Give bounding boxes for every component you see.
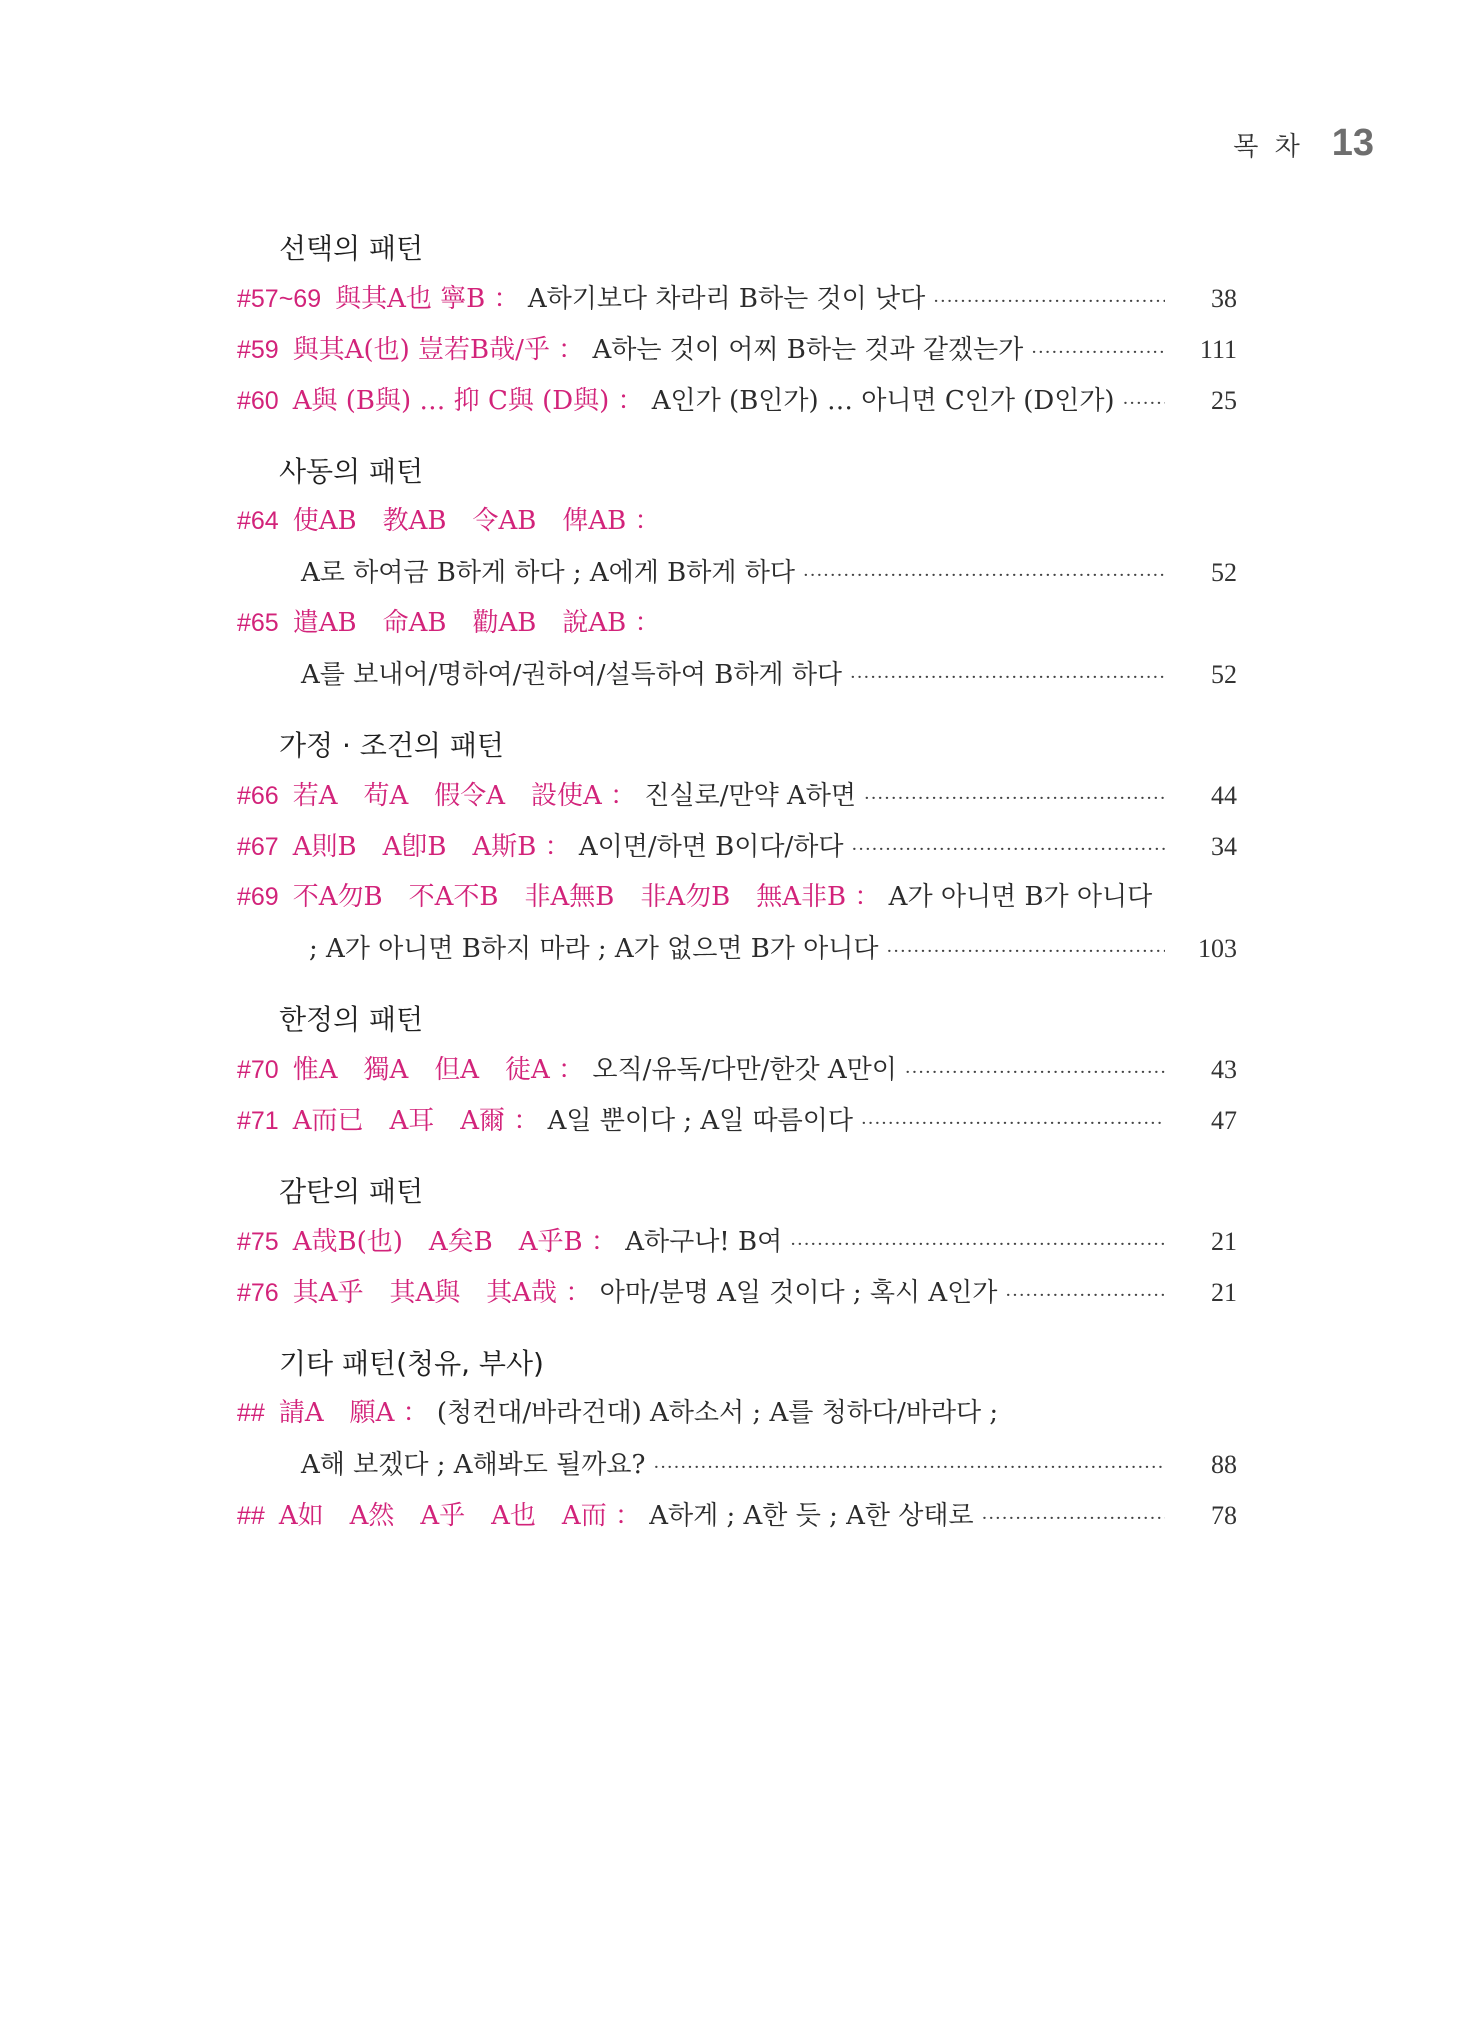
- toc-section: [237, 1168, 1237, 1318]
- entry-patterns: 不A勿B 不A不B 非A無B 非A勿B 無A非B: [292, 882, 847, 912]
- entry-patterns: 與其A也 寧B: [335, 284, 486, 314]
- toc-entry-continuation[interactable]: [237, 547, 1237, 598]
- entry-page: 47: [1211, 1106, 1237, 1135]
- entry-number: #75: [237, 1228, 279, 1256]
- entry-number: #76: [237, 1279, 279, 1307]
- toc-entry[interactable]: #57~69 與其A也 寧B ： A하기보다 차라리 B하는 것이 낫다 ····· 38: [237, 273, 1237, 324]
- entry-meaning-continued: ; A가 아니면 B하지 마라 ; A가 없으면 B가 아니다: [309, 934, 879, 964]
- toc-entry-continuation[interactable]: [237, 649, 1237, 700]
- toc-entry[interactable]: #67 A則B A卽B A斯B ： A이면/하면 B이다/하다 ····· 34: [237, 821, 1237, 872]
- section-title: 가정 · 조건의 패턴: [279, 729, 504, 762]
- section-title: 사동의 패턴: [279, 455, 424, 488]
- entry-patterns: A如 A然 A乎 A也 A而: [278, 1501, 607, 1531]
- entry-patterns: 使AB 教AB 令AB 俾AB: [292, 506, 627, 536]
- entry-meaning: A이면/하면 B이다/하다: [578, 832, 844, 862]
- entry-patterns: 遣AB 命AB 勸AB 說AB: [292, 608, 627, 638]
- entry-number: #57~69: [237, 285, 322, 313]
- toc-entry[interactable]: ## A如 A然 A乎 A也 A而 ： A하게 ; A한 듯 ; A한 상태로 ····· 78: [237, 1490, 1237, 1541]
- entry-page: 44: [1211, 781, 1237, 810]
- toc-entry[interactable]: #76 其A乎 其A與 其A哉 ： 아마/분명 A일 것이다 ; 혹시 A인가 ····· 21: [237, 1267, 1237, 1318]
- entry-page: 103: [1198, 934, 1237, 963]
- page-number: 13: [1331, 122, 1374, 164]
- entry-patterns: A哉B(也) A矣B A乎B: [292, 1227, 583, 1257]
- dot-leader: [861, 1098, 1165, 1149]
- entry-page: 43: [1211, 1055, 1237, 1084]
- dot-leader: [933, 276, 1165, 327]
- entry-page: 34: [1211, 832, 1237, 861]
- section-title: 감탄의 패턴: [279, 1175, 424, 1208]
- entry-patterns: 與其A(也) 豈若B哉/乎: [292, 335, 550, 365]
- toc-entry-continuation[interactable]: [237, 923, 1237, 974]
- entry-number: #65: [237, 609, 279, 637]
- entry-meaning: 오직/유독/다만/한갓 A만이: [592, 1055, 897, 1085]
- dot-leader: [803, 550, 1165, 601]
- entry-meaning: (청컨대/바라건대) A하소서 ; A를 청하다/바라다 ;: [436, 1398, 999, 1428]
- entry-page: 52: [1211, 558, 1237, 587]
- entry-meaning-continued: A해 보겠다 ; A해봐도 될까요?: [301, 1450, 646, 1480]
- toc-entry-head[interactable]: #64 使AB 教AB 令AB 俾AB ：: [237, 506, 661, 536]
- entry-number: #69: [237, 883, 279, 911]
- entry-number: #70: [237, 1056, 279, 1084]
- dot-leader: [864, 773, 1165, 824]
- entry-patterns: A則B A卽B A斯B: [292, 832, 537, 862]
- table-of-contents: [237, 225, 1237, 1563]
- entry-page: 52: [1211, 660, 1237, 689]
- toc-entry-head[interactable]: #69 不A勿B 不A不B 非A無B 非A勿B 無A非B ： A가 아니면 B가 아니다: [237, 882, 1153, 912]
- toc-entry[interactable]: #75 A哉B(也) A矣B A乎B ： A하구나! B여 ····· 21: [237, 1216, 1237, 1267]
- entry-meaning: A가 아니면 B가 아니다: [888, 882, 1153, 912]
- toc-entry-continuation[interactable]: [237, 1439, 1237, 1490]
- section-title: 선택의 패턴: [279, 232, 424, 265]
- dot-leader: [887, 926, 1165, 977]
- entry-page: 21: [1211, 1278, 1237, 1307]
- entry-meaning: A하기보다 차라리 B하는 것이 낫다: [527, 284, 926, 314]
- entry-page: 78: [1211, 1501, 1237, 1530]
- toc-section: [237, 722, 1237, 974]
- entry-number: ##: [237, 1399, 265, 1427]
- entry-page: 21: [1211, 1227, 1237, 1256]
- dot-leader: [1031, 327, 1165, 378]
- entry-number: #60: [237, 387, 279, 415]
- toc-entry[interactable]: #59 與其A(也) 豈若B哉/乎 ： A하는 것이 어찌 B하는 것과 같겠는가 ····· 111: [237, 324, 1237, 375]
- entry-meaning: 진실로/만약 A하면: [644, 781, 856, 811]
- entry-patterns: A而已 A耳 A爾: [292, 1106, 506, 1136]
- entry-page: 25: [1211, 386, 1237, 415]
- dot-leader: [905, 1047, 1165, 1098]
- toc-section: [237, 225, 1237, 426]
- dot-leader: [1005, 1270, 1165, 1321]
- entry-meaning: A를 보내어/명하여/권하여/설득하여 B하게 하다: [301, 660, 843, 690]
- entry-number: #64: [237, 507, 279, 535]
- page-header: [1233, 122, 1374, 165]
- entry-patterns: 其A乎 其A與 其A哉: [292, 1278, 558, 1308]
- dot-leader: [790, 1219, 1165, 1270]
- entry-patterns: A與 (B與) … 抑 C與 (D與): [292, 386, 610, 416]
- toc-section: [237, 448, 1237, 700]
- entry-meaning: A하는 것이 어찌 B하는 것과 같겠는가: [592, 335, 1024, 365]
- toc-entry[interactable]: #66 若A 苟A 假令A 設使A ： 진실로/만약 A하면 ····· 44: [237, 770, 1237, 821]
- entry-patterns: 請A 願A: [278, 1398, 395, 1428]
- dot-leader: [852, 824, 1165, 875]
- toc-section: [237, 996, 1237, 1146]
- toc-entry[interactable]: #71 A而已 A耳 A爾 ： A일 뿐이다 ; A일 따름이다 ····· 47: [237, 1095, 1237, 1146]
- toc-section: [237, 1340, 1237, 1541]
- entry-patterns: 惟A 獨A 但A 徒A: [292, 1055, 550, 1085]
- entry-meaning: A하구나! B여: [625, 1227, 783, 1257]
- entry-meaning: A하게 ; A한 듯 ; A한 상태로: [649, 1501, 974, 1531]
- entry-meaning: A인가 (B인가) … 아니면 C인가 (D인가): [651, 386, 1115, 416]
- entry-number: #67: [237, 833, 279, 861]
- entry-page: 88: [1211, 1450, 1237, 1479]
- entry-meaning: A로 하여금 B하게 하다 ; A에게 B하게 하다: [301, 558, 796, 588]
- section-title: 기타 패턴(청유, 부사): [279, 1347, 544, 1380]
- entry-number: ##: [237, 1502, 265, 1530]
- entry-number: #59: [237, 336, 279, 364]
- dot-leader: [850, 652, 1165, 703]
- entry-number: #71: [237, 1107, 279, 1135]
- dot-leader: [982, 1493, 1165, 1544]
- toc-entry-head[interactable]: ## 請A 願A ： (청컨대/바라건대) A하소서 ; A를 청하다/바라다 ;: [237, 1398, 999, 1428]
- entry-page: 111: [1199, 335, 1237, 364]
- dot-leader: [653, 1442, 1165, 1493]
- entry-patterns: 若A 苟A 假令A 設使A: [292, 781, 602, 811]
- dot-leader: [1123, 378, 1165, 429]
- entry-meaning: 아마/분명 A일 것이다 ; 혹시 A인가: [599, 1278, 998, 1308]
- entry-page: 38: [1211, 284, 1237, 313]
- entry-number: #66: [237, 782, 279, 810]
- header-label: 목 차: [1233, 132, 1304, 162]
- toc-entry-head[interactable]: #65 遣AB 命AB 勸AB 說AB ：: [237, 608, 661, 638]
- toc-entry[interactable]: #60 A與 (B與) … 抑 C與 (D與) ： A인가 (B인가) … 아니면 C인가 (D인가) ····· 25: [237, 375, 1237, 426]
- toc-entry[interactable]: #70 惟A 獨A 但A 徒A ： 오직/유독/다만/한갓 A만이 ····· 43: [237, 1044, 1237, 1095]
- entry-meaning: A일 뿐이다 ; A일 따름이다: [547, 1106, 854, 1136]
- section-title: 한정의 패턴: [279, 1003, 424, 1036]
